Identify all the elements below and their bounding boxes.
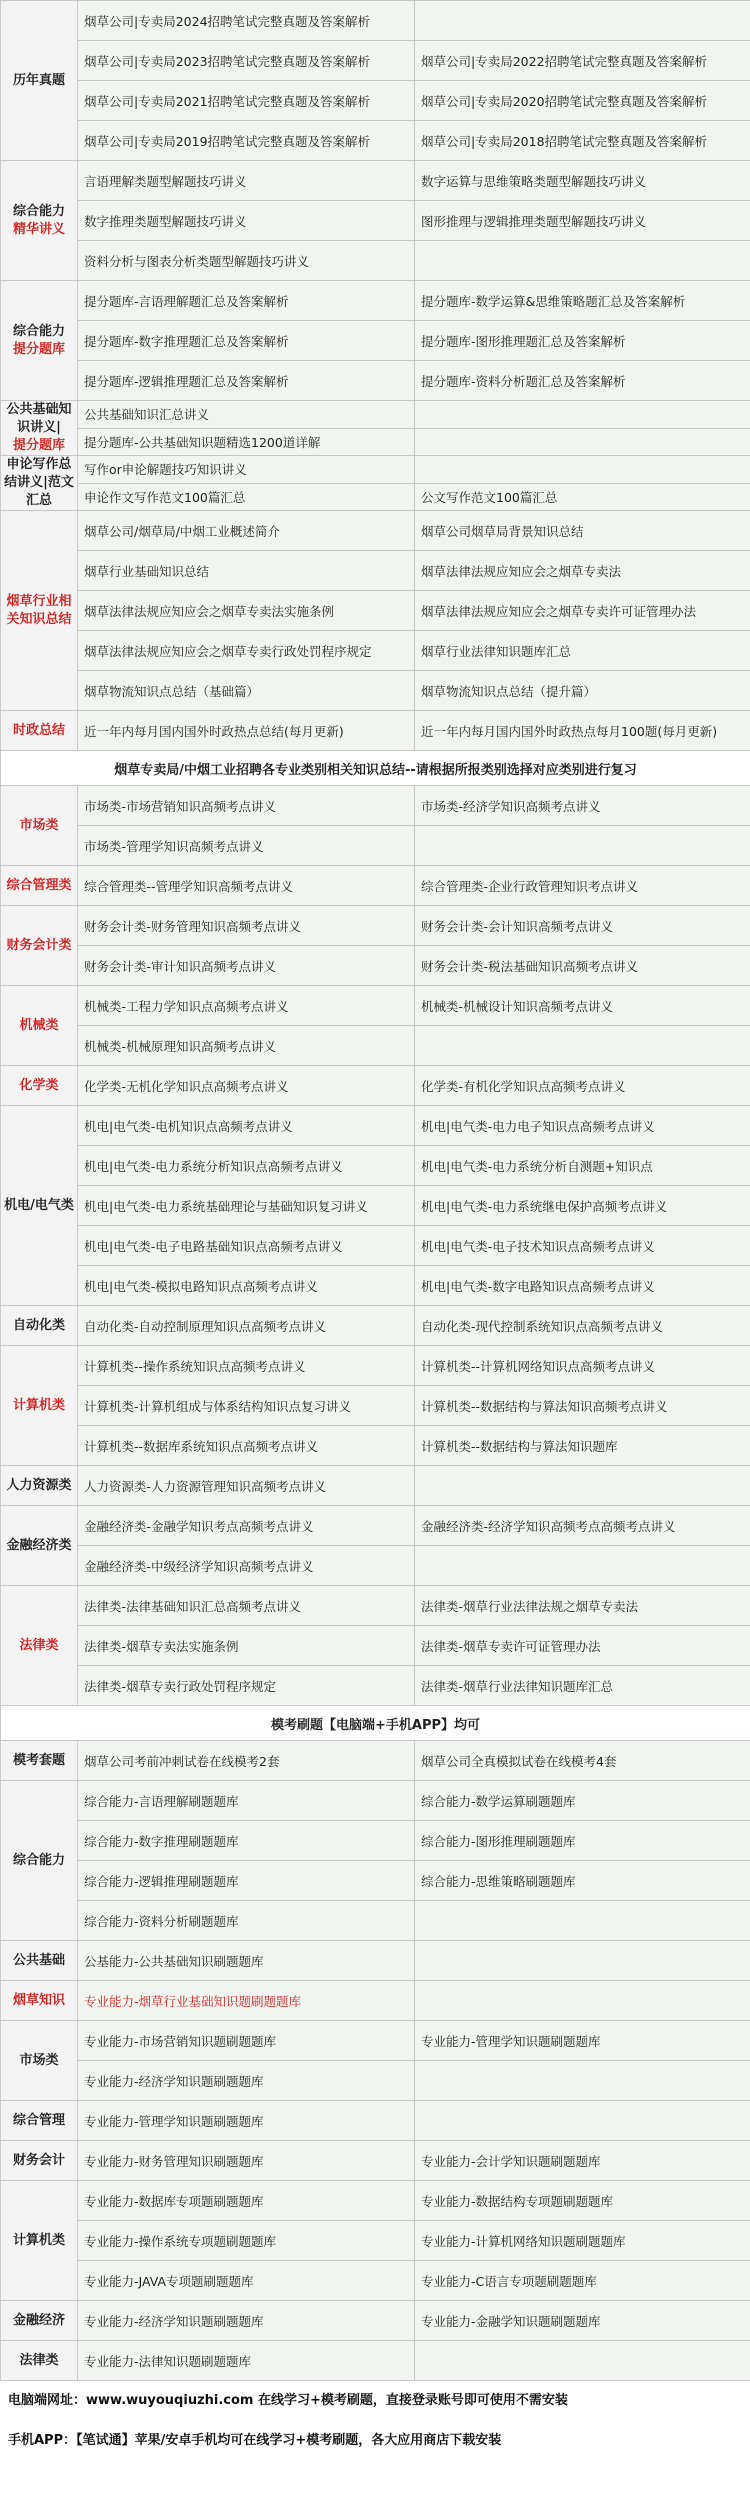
table-row xyxy=(1,1,750,41)
resource-item[interactable]: 综合能力-言语理解刷题题库 xyxy=(78,1781,415,1821)
category-label: 人力资源类 xyxy=(6,1477,72,1493)
resource-item[interactable]: 烟草行业法律知识题库汇总 xyxy=(415,631,750,671)
resource-item[interactable]: 机电|电气类-电子技术知识点高频考点讲义 xyxy=(415,1226,750,1266)
resource-item[interactable]: 综合能力-资料分析刷题题库 xyxy=(78,1901,415,1941)
resource-item[interactable]: 烟草法律法规应知应会之烟草专卖法 xyxy=(415,551,750,591)
resource-item[interactable] xyxy=(415,1901,750,1941)
table-row xyxy=(1,2141,750,2181)
category-label: 财务会计 xyxy=(12,2152,65,2168)
table-row xyxy=(1,361,750,401)
table-row xyxy=(1,1821,750,1861)
resource-item[interactable]: 专业能力-操作系统专项题刷题题库 xyxy=(78,2221,415,2261)
resource-item[interactable]: 机电|电气类-电力系统分析知识点高频考点讲义 xyxy=(78,1146,415,1186)
resource-item[interactable]: 烟草公司|专卖局2023招聘笔试完整真题及答案解析 xyxy=(78,41,415,81)
resource-item[interactable]: 烟草公司/烟草局/中烟工业概述简介 xyxy=(78,511,415,551)
table-row xyxy=(1,2221,750,2261)
category-label: 时政总结 xyxy=(12,722,65,738)
category-label: 市场类 xyxy=(19,817,59,833)
resource-item[interactable]: 法律类-烟草专卖行政处罚程序规定 xyxy=(78,1666,415,1706)
resource-item[interactable]: 提分题库-公共基础知识题精选1200道详解 xyxy=(78,428,415,456)
category-drill-finance xyxy=(1,2141,78,2181)
category-label: 计算机类 xyxy=(12,2232,65,2248)
table-row xyxy=(1,826,750,866)
resource-item[interactable] xyxy=(415,401,750,429)
category-label: 机电/电气类 xyxy=(4,1197,74,1213)
resource-item[interactable]: 机电|电气类-电子电路基础知识点高频考点讲义 xyxy=(78,1226,415,1266)
table-row xyxy=(1,1306,750,1346)
resource-item[interactable]: 市场类-管理学知识高频考点讲义 xyxy=(78,826,415,866)
resource-item[interactable]: 写作or申论解题技巧知识讲义 xyxy=(78,456,415,484)
table-row xyxy=(1,1146,750,1186)
resource-item[interactable]: 专业能力-C语言专项题刷题题库 xyxy=(415,2261,750,2301)
resource-item[interactable]: 化学类-有机化学知识点高频考点讲义 xyxy=(415,1066,750,1106)
table-row xyxy=(1,1941,750,1981)
category-label: 历年真题 xyxy=(12,72,65,88)
category-drill-computer xyxy=(1,2181,78,2301)
table-row xyxy=(1,2181,750,2221)
resource-item[interactable]: 专业能力-会计学知识题刷题题库 xyxy=(415,2141,750,2181)
resource-item[interactable]: 综合能力-图形推理刷题题库 xyxy=(415,1821,750,1861)
category-label-highlight: 提分题库 xyxy=(12,341,65,357)
table-row xyxy=(1,786,750,826)
resource-item[interactable]: 自动化类-自动控制原理知识点高频考点讲义 xyxy=(78,1306,415,1346)
table-row xyxy=(1,1386,750,1426)
table-row xyxy=(1,866,750,906)
resource-item[interactable]: 烟草公司|专卖局2020招聘笔试完整真题及答案解析 xyxy=(415,81,750,121)
category-drill-economics xyxy=(1,2301,78,2341)
table-row xyxy=(1,711,750,751)
table-row xyxy=(1,631,750,671)
table-row xyxy=(1,1781,750,1821)
table-row xyxy=(1,1861,750,1901)
category-drill-public xyxy=(1,1941,78,1981)
table-row xyxy=(1,551,750,591)
resource-item[interactable]: 计算机类--操作系统知识点高频考点讲义 xyxy=(78,1346,415,1386)
category-chemistry xyxy=(1,1066,78,1106)
resource-item[interactable]: 计算机类-计算机组成与体系结构知识点复习讲义 xyxy=(78,1386,415,1426)
category-label: 计算机类 xyxy=(12,1397,65,1413)
category-label: 申论写作总结讲义|范文汇总 xyxy=(4,457,74,508)
table-row xyxy=(1,281,750,321)
category-label: 烟草知识 xyxy=(12,1992,65,2008)
table-row xyxy=(1,241,750,281)
resource-item[interactable]: 市场类-市场营销知识高频考点讲义 xyxy=(78,786,415,826)
resource-item[interactable]: 公共基础知识汇总讲义 xyxy=(78,401,415,429)
table-row xyxy=(1,1546,750,1586)
category-law xyxy=(1,1586,78,1706)
category-label: 公共基础知识讲义| xyxy=(6,402,72,435)
category-drill-ability xyxy=(1,1781,78,1941)
category-politics xyxy=(1,711,78,751)
resource-item[interactable]: 财务会计类-审计知识高频考点讲义 xyxy=(78,946,415,986)
resource-item[interactable]: 提分题库-言语理解题汇总及答案解析 xyxy=(78,281,415,321)
table-row xyxy=(1,1226,750,1266)
resource-item[interactable]: 机电|电气类-电力系统基础理论与基础知识复习讲义 xyxy=(78,1186,415,1226)
table-row xyxy=(1,1186,750,1226)
table-row xyxy=(1,1466,750,1506)
category-drill-marketing xyxy=(1,2021,78,2101)
resource-item[interactable]: 烟草法律法规应知应会之烟草专卖法实施条例 xyxy=(78,591,415,631)
resource-item[interactable]: 烟草公司|专卖局2018招聘笔试完整真题及答案解析 xyxy=(415,121,750,161)
resource-item[interactable]: 财务会计类-税法基础知识高频考点讲义 xyxy=(415,946,750,986)
resource-item[interactable]: 市场类-经济学知识高频考点讲义 xyxy=(415,786,750,826)
table-row xyxy=(1,2061,750,2101)
resource-item[interactable]: 化学类-无机化学知识点高频考点讲义 xyxy=(78,1066,415,1106)
resource-item[interactable]: 专业能力-JAVA专项题刷题题库 xyxy=(78,2261,415,2301)
table-row xyxy=(1,81,750,121)
table-row xyxy=(1,321,750,361)
category-drill-law xyxy=(1,2341,78,2381)
resource-item[interactable]: 烟草公司考前冲刺试卷在线模考2套 xyxy=(78,1741,415,1781)
table-row xyxy=(1,1981,750,2021)
table-row xyxy=(1,986,750,1026)
resource-item[interactable] xyxy=(415,456,750,484)
resource-item[interactable]: 公基能力-公共基础知识刷题题库 xyxy=(78,1941,415,1981)
table-row xyxy=(1,511,750,551)
resource-item[interactable]: 机电|电气类-模拟电路知识点高频考点讲义 xyxy=(78,1266,415,1306)
resource-item[interactable]: 烟草公司|专卖局2019招聘笔试完整真题及答案解析 xyxy=(78,121,415,161)
table-row xyxy=(1,483,750,511)
resource-item[interactable]: 计算机类--数据库系统知识点高频考点讲义 xyxy=(78,1426,415,1466)
resource-item[interactable]: 烟草法律法规应知应会之烟草专卖许可证管理办法 xyxy=(415,591,750,631)
category-drill-management xyxy=(1,2101,78,2141)
resource-item[interactable]: 烟草法律法规应知应会之烟草专卖行政处罚程序规定 xyxy=(78,631,415,671)
category-management xyxy=(1,866,78,906)
category-finance xyxy=(1,906,78,986)
table-row xyxy=(1,2261,750,2301)
category-drill-tobacco xyxy=(1,1981,78,2021)
category-label-highlight: 精华讲义 xyxy=(12,221,65,237)
category-label: 法律类 xyxy=(19,1637,59,1653)
category-label: 金融经济类 xyxy=(6,1537,72,1553)
table-row xyxy=(1,1666,750,1706)
table-row xyxy=(1,2021,750,2061)
category-label: 法律类 xyxy=(19,2352,59,2368)
table-row xyxy=(1,1426,750,1466)
category-label: 公共基础 xyxy=(12,1952,65,1968)
resource-item[interactable]: 综合能力-思维策略刷题题库 xyxy=(415,1861,750,1901)
resource-item[interactable]: 法律类-烟草行业法律法规之烟草专卖法 xyxy=(415,1586,750,1626)
resource-item[interactable]: 烟草公司|专卖局2022招聘笔试完整真题及答案解析 xyxy=(415,41,750,81)
category-public-basics xyxy=(1,401,78,456)
table-row xyxy=(1,161,750,201)
table-row xyxy=(1,591,750,631)
table-row xyxy=(1,201,750,241)
table-row xyxy=(1,1266,750,1306)
resource-item[interactable]: 专业能力-数据结构专项题刷题题库 xyxy=(415,2181,750,2221)
mock-banner: 模考刷题【电脑端+手机APP】均可 xyxy=(1,1706,750,1741)
resource-item[interactable]: 法律类-烟草专卖许可证管理办法 xyxy=(415,1626,750,1666)
resource-item[interactable]: 财务会计类-会计知识高频考点讲义 xyxy=(415,906,750,946)
table-row xyxy=(1,456,750,484)
resource-item[interactable]: 提分题库-数学运算&思维策略题汇总及答案解析 xyxy=(415,281,750,321)
resource-item[interactable]: 烟草物流知识点总结（提升篇） xyxy=(415,671,750,711)
table-row xyxy=(1,1741,750,1781)
resource-item[interactable]: 计算机类--数据结构与算法知识高频考点讲义 xyxy=(415,1386,750,1426)
resource-item[interactable]: 机电|电气类-电力系统分析自测题+知识点 xyxy=(415,1146,750,1186)
resource-item[interactable]: 烟草公司烟草局背景知识总结 xyxy=(415,511,750,551)
resource-item[interactable]: 专业能力-经济学知识题刷题题库 xyxy=(78,2061,415,2101)
table-row xyxy=(1,946,750,986)
resource-item[interactable]: 金融经济类-经济学知识高频考点高频考点讲义 xyxy=(415,1506,750,1546)
resource-item[interactable]: 计算机类--数据结构与算法知识题库 xyxy=(415,1426,750,1466)
resource-item[interactable]: 财务会计类-财务管理知识高频考点讲义 xyxy=(78,906,415,946)
category-label: 市场类 xyxy=(19,2052,59,2068)
resource-item[interactable] xyxy=(415,1546,750,1586)
resource-item[interactable]: 烟草公司|专卖局2024招聘笔试完整真题及答案解析 xyxy=(78,1,415,41)
table-row xyxy=(1,1106,750,1146)
resource-item[interactable]: 机电|电气类-电机知识点高频考点讲义 xyxy=(78,1106,415,1146)
category-marketing xyxy=(1,786,78,866)
resource-item[interactable]: 专业能力-计算机网络知识题刷题题库 xyxy=(415,2221,750,2261)
resource-item[interactable]: 烟草公司|专卖局2021招聘笔试完整真题及答案解析 xyxy=(78,81,415,121)
resource-item[interactable]: 机械类-工程力学知识点高频考点讲义 xyxy=(78,986,415,1026)
category-industry xyxy=(1,511,78,711)
resource-item[interactable]: 提分题库-资料分析题汇总及答案解析 xyxy=(415,361,750,401)
resource-item[interactable] xyxy=(415,1,750,41)
resource-item[interactable]: 金融经济类-金融学知识考点高频考点讲义 xyxy=(78,1506,415,1546)
resource-item[interactable]: 综合能力-数字推理刷题题库 xyxy=(78,1821,415,1861)
resource-item[interactable]: 专业能力-管理学知识题刷题题库 xyxy=(415,2021,750,2061)
table-row xyxy=(1,1066,750,1106)
category-hr xyxy=(1,1466,78,1506)
table-row xyxy=(1,2301,750,2341)
category-ability-lecture xyxy=(1,161,78,281)
table-row xyxy=(1,2341,750,2381)
resource-item[interactable]: 自动化类-现代控制系统知识点高频考点讲义 xyxy=(415,1306,750,1346)
table-row xyxy=(1,1586,750,1626)
table-row xyxy=(1,1901,750,1941)
resource-item[interactable]: 近一年内每月国内国外时政热点总结(每月更新) xyxy=(78,711,415,751)
resource-item[interactable]: 金融经济类-中级经济学知识高频考点讲义 xyxy=(78,1546,415,1586)
resource-item[interactable]: 烟草物流知识点总结（基础篇） xyxy=(78,671,415,711)
resource-item[interactable] xyxy=(415,2061,750,2101)
resource-item[interactable]: 公文写作范文100篇汇总 xyxy=(415,483,750,511)
resource-item[interactable] xyxy=(415,1026,750,1066)
resource-item[interactable] xyxy=(415,2341,750,2381)
category-label: 综合能力 xyxy=(12,323,65,339)
resource-item[interactable]: 综合能力-数学运算刷题题库 xyxy=(415,1781,750,1821)
resource-item[interactable]: 综合管理类-企业行政管理知识考点讲义 xyxy=(415,866,750,906)
resource-item[interactable]: 专业能力-烟草行业基础知识题刷题题库 xyxy=(78,1981,415,2021)
resource-item[interactable]: 专业能力-市场营销知识题刷题题库 xyxy=(78,2021,415,2061)
resource-item[interactable] xyxy=(415,1941,750,1981)
table-row xyxy=(1,1026,750,1066)
resource-item[interactable]: 机电|电气类-电力电子知识点高频考点讲义 xyxy=(415,1106,750,1146)
app-line: 手机APP：【笔试通】苹果/安卓手机均可在线学习+模考刷题，各大应用商店下载安装 xyxy=(8,2433,502,2448)
resource-item[interactable]: 烟草行业基础知识总结 xyxy=(78,551,415,591)
category-label: 自动化类 xyxy=(12,1317,65,1333)
resource-item[interactable]: 专业能力-管理学知识题刷题题库 xyxy=(78,2101,415,2141)
table-row xyxy=(1,1346,750,1386)
majors-banner: 烟草专卖局/中烟工业招聘各专业类别相关知识总结--请根据所报类别选择对应类别进行复习 xyxy=(1,751,750,786)
resource-item[interactable]: 专业能力-经济学知识题刷题题库 xyxy=(78,2301,415,2341)
resource-item[interactable]: 综合能力-逻辑推理刷题题库 xyxy=(78,1861,415,1901)
resource-item[interactable]: 图形推理与逻辑推理类题型解题技巧讲义 xyxy=(415,201,750,241)
resource-item[interactable]: 专业能力-法律知识题刷题题库 xyxy=(78,2341,415,2381)
resource-item[interactable]: 机械类-机械设计知识高频考点讲义 xyxy=(415,986,750,1026)
category-label: 模考套题 xyxy=(12,1752,65,1768)
resource-item[interactable]: 法律类-法律基础知识汇总高频考点讲义 xyxy=(78,1586,415,1626)
table-row xyxy=(1,1626,750,1666)
category-ability-bank xyxy=(1,281,78,401)
resource-item[interactable] xyxy=(415,826,750,866)
category-label: 综合能力 xyxy=(12,1852,65,1868)
resource-item[interactable]: 机电|电气类-数字电路知识点高频考点讲义 xyxy=(415,1266,750,1306)
resource-item[interactable]: 提分题库-数字推理题汇总及答案解析 xyxy=(78,321,415,361)
resource-item[interactable]: 言语理解类题型解题技巧讲义 xyxy=(78,161,415,201)
resource-item[interactable]: 人力资源类-人力资源管理知识高频考点讲义 xyxy=(78,1466,415,1506)
resource-item[interactable]: 数字推理类题型解题技巧讲义 xyxy=(78,201,415,241)
category-label-highlight: 提分题库 xyxy=(12,438,65,453)
resource-item[interactable]: 提分题库-图形推理题汇总及答案解析 xyxy=(415,321,750,361)
table-row xyxy=(1,906,750,946)
resource-item[interactable]: 机械类-机械原理知识高频考点讲义 xyxy=(78,1026,415,1066)
resource-item[interactable]: 综合管理类--管理学知识高频考点讲义 xyxy=(78,866,415,906)
resource-item[interactable] xyxy=(415,1981,750,2021)
resource-item[interactable] xyxy=(415,2101,750,2141)
table-row xyxy=(1,428,750,456)
category-automation xyxy=(1,1306,78,1346)
resource-item[interactable]: 专业能力-数据库专项题刷题题库 xyxy=(78,2181,415,2221)
category-label: 烟草行业相关知识总结 xyxy=(6,593,72,627)
resource-item[interactable]: 申论作文写作范文100篇汇总 xyxy=(78,483,415,511)
resource-item[interactable]: 计算机类--计算机网络知识点高频考点讲义 xyxy=(415,1346,750,1386)
table-row xyxy=(1,671,750,711)
category-label: 综合能力 xyxy=(12,203,65,219)
category-economics xyxy=(1,1506,78,1586)
category-history xyxy=(1,1,78,161)
resource-item[interactable] xyxy=(415,1466,750,1506)
category-label: 财务会计类 xyxy=(6,937,72,953)
pc-url-line: 电脑端网址：www.wuyouqiuzhi.com 在线学习+模考刷题，直接登录账号即可使用不需安装 xyxy=(8,2393,568,2408)
resource-item[interactable]: 机电|电气类-电力系统继电保护高频考点讲义 xyxy=(415,1186,750,1226)
category-computer xyxy=(1,1346,78,1466)
table-row xyxy=(1,2101,750,2141)
resource-item[interactable]: 专业能力-财务管理知识刷题题库 xyxy=(78,2141,415,2181)
table-row xyxy=(1,41,750,81)
resource-item[interactable]: 资料分析与图表分析类题型解题技巧讲义 xyxy=(78,241,415,281)
category-label: 化学类 xyxy=(19,1077,59,1093)
category-mock xyxy=(1,1741,78,1781)
resource-item[interactable]: 数字运算与思维策略类题型解题技巧讲义 xyxy=(415,161,750,201)
resource-item[interactable] xyxy=(415,241,750,281)
resource-item[interactable] xyxy=(415,428,750,456)
category-label: 金融经济 xyxy=(12,2312,65,2328)
resource-item[interactable]: 法律类-烟草行业法律知识题库汇总 xyxy=(415,1666,750,1706)
category-mechanical xyxy=(1,986,78,1066)
category-label: 机械类 xyxy=(19,1017,59,1033)
category-label: 综合管理 xyxy=(12,2112,65,2128)
category-electrical xyxy=(1,1106,78,1306)
category-essay xyxy=(1,456,78,511)
table-row xyxy=(1,401,750,429)
table-row xyxy=(1,1506,750,1546)
resource-item[interactable]: 提分题库-逻辑推理题汇总及答案解析 xyxy=(78,361,415,401)
resource-item[interactable]: 烟草公司全真模拟试卷在线模考4套 xyxy=(415,1741,750,1781)
category-label: 综合管理类 xyxy=(6,877,72,893)
resource-item[interactable]: 法律类-烟草专卖法实施条例 xyxy=(78,1626,415,1666)
resource-item[interactable]: 专业能力-金融学知识题刷题题库 xyxy=(415,2301,750,2341)
resource-item[interactable]: 近一年内每月国内国外时政热点每月100题(每月更新) xyxy=(415,711,750,751)
table-row xyxy=(1,121,750,161)
